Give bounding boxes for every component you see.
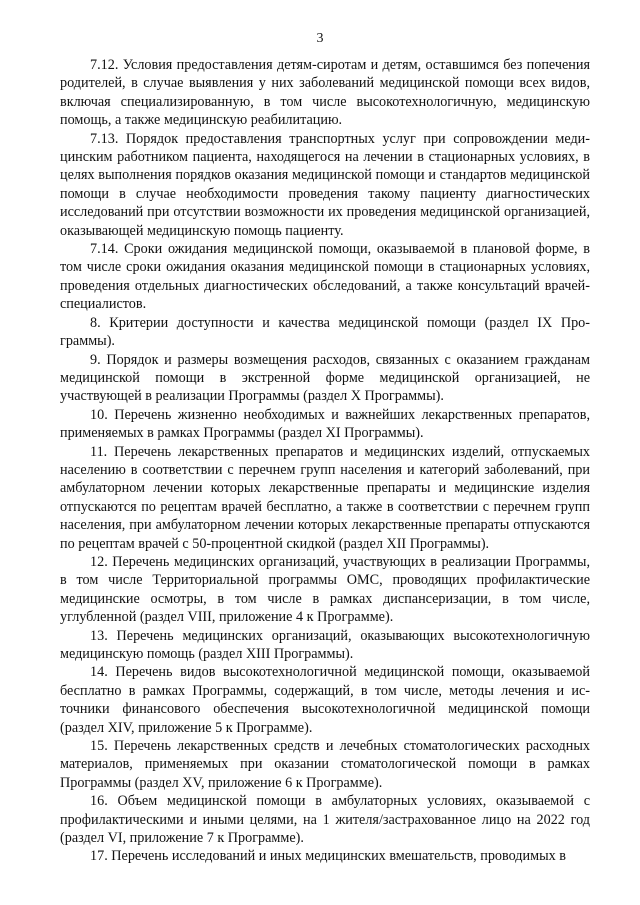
paragraph-10: 10. Перечень жизненно необходимых и важнейших лекарственных препаратов, применяемых в рамках Программы (раздел XI Программы). — [60, 406, 590, 442]
paragraph-12: 12. Перечень медицинских организаций, участвующих в реализации Программы, в том числе Территориальной программы ОМС, проводящих профилактические медицинские осмотры, в том числе в рамках диспансеризации, в том числе, углубленной (раздел VIII, приложение 4 к Программе). — [60, 553, 590, 626]
paragraph-14: 14. Перечень видов высокотехнологичной медицинской помощи, оказываемой бесплатно в рамках Программы, содержащий, в том числе, методы лечения и источники финансового обеспечения высокотехнологичной медицинской помощи (раздел XIV, приложение 5 к Программе). — [60, 664, 590, 736]
paragraph-7-14: 7.14. Сроки ожидания медицинской помощи, оказываемой в плановой форме, в том числе сроки ожидания оказания медицинской помощи в стационарных условиях, проведения отдельных диагностических обследований, а также консультаций врачей-специалистов. — [60, 241, 590, 313]
paragraph-7-12: 7.12. Условия предоставления детям-сиротам и детям, оставшимся без попечения родителей, в случае выявления у них заболеваний медицинской помощи всех видов, включая специализированную, в том числе высокотехнологичную, медицинскую помощь, а также медицинскую реабилитацию. — [60, 57, 590, 129]
paragraph-17: 17. Перечень исследований и иных медицинских вмешательств, проводимых в — [90, 848, 566, 865]
paragraph-15: 15. Перечень лекарственных средств и лечебных стоматологических расходных материалов, применяемых при оказании стоматологической помощи в рамках Программы (раздел XV, приложение 6 к Программе). — [60, 738, 590, 791]
document-body — [60, 56, 590, 866]
paragraph-11: 11. Перечень лекарственных препаратов и медицинских изделий, отпускаемых населению в соответствии с перечнем групп населения и категорий заболеваний, при амбулаторном лечении которых лекарственные препараты и медицинские изделия отпускаются по рецептам врачей бесплатно, а также в соответствии с перечнем групп населения, при амбулаторном лечении которых лекарственные препараты отпускаются по рецептам врачей с 50-процентной скидкой (раздел XII Программы). — [60, 443, 590, 552]
paragraph-8: 8. Критерии доступности и качества медицинской помощи (раздел IX Программы). — [60, 314, 590, 350]
paragraph-7-13: 7.13. Порядок предоставления транспортных услуг при сопровождении медицинским работником пациента, находящегося на лечении в стационарных условиях, в целях выполнения порядков оказания медицинской помощи и стандартов медицинской помощи в случае необходимости проведения такому пациенту диагностических исследований при отсутствии возможности их проведения медицинской организацией, оказывающей медицинскую помощь пациенту. — [60, 130, 590, 239]
paragraph-16: 16. Объем медицинской помощи в амбулаторных условиях, оказываемой с профилактическими и иными целями, на 1 жителя/застрахованное лицо на 2022 год (раздел VI, приложение 7 к Программе). — [60, 793, 590, 847]
paragraph-13: 13. Перечень медицинских организаций, оказывающих высокотехнологичную медицинскую помощь (раздел XIII Программы). — [60, 627, 590, 662]
paragraph-9: 9. Порядок и размеры возмещения расходов, связанных с оказанием гражданам медицинской помощи в экстренной форме медицинской организацией, не участвующей в реализации Программы (раздел X Программы). — [60, 351, 590, 405]
page-number: 3 — [316, 31, 324, 46]
